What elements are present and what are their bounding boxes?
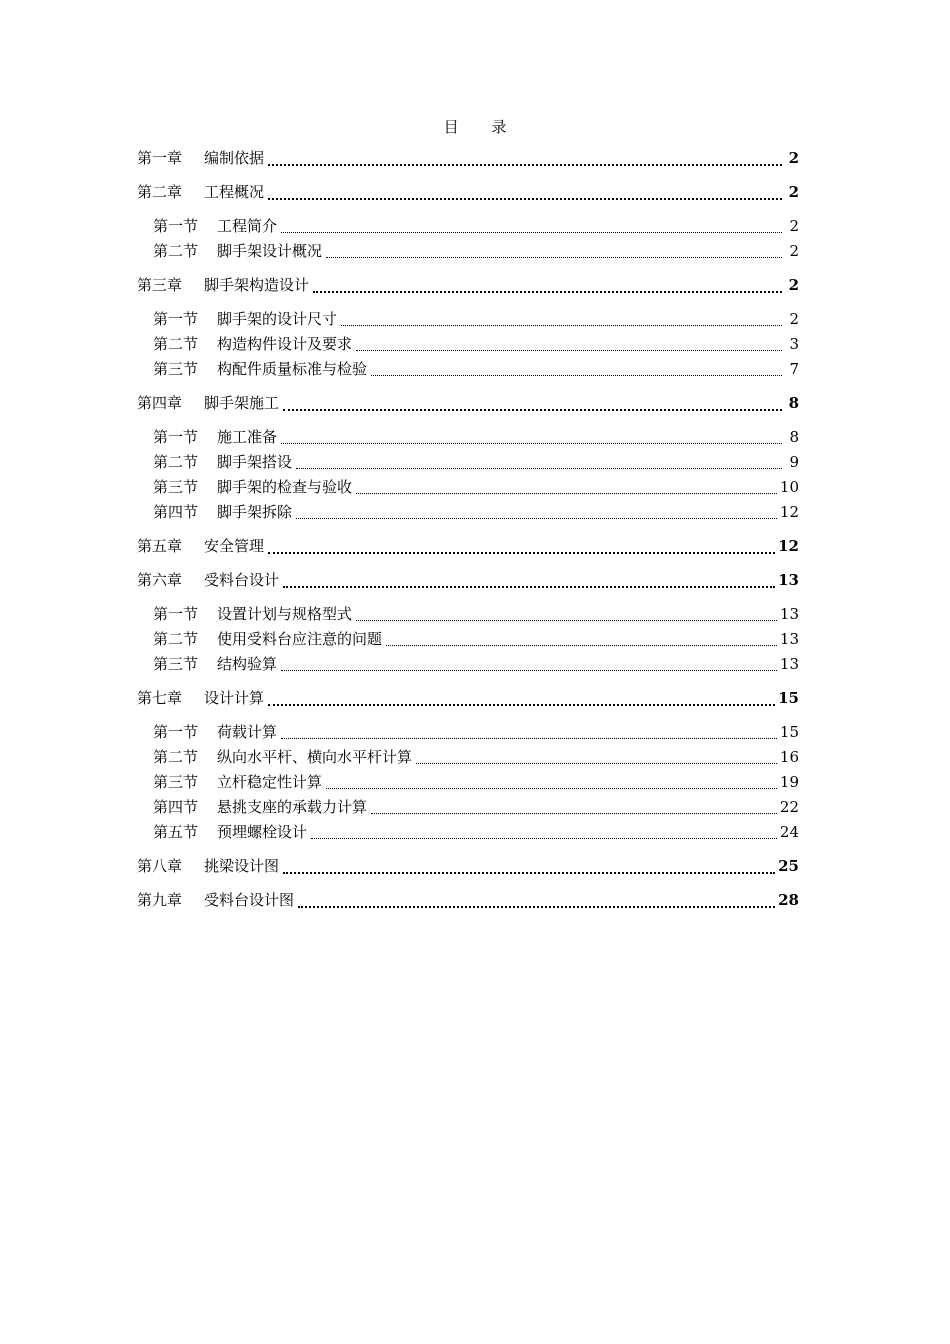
entry-title: 受料台设计图 xyxy=(204,891,295,909)
dot-leader xyxy=(281,443,782,444)
entry-number: 第二节 xyxy=(153,242,199,260)
toc-section-entry[interactable] xyxy=(137,450,799,475)
entry-number: 第五节 xyxy=(153,823,199,841)
entry-title: 工程简介 xyxy=(217,217,278,235)
entry-number: 第五章 xyxy=(137,537,183,555)
toc-section-entry[interactable] xyxy=(137,425,799,450)
toc-section-entry[interactable] xyxy=(137,745,799,770)
entry-title: 施工准备 xyxy=(217,428,278,446)
toc-section-entry[interactable] xyxy=(137,500,799,525)
entry-number: 第二节 xyxy=(153,630,199,648)
entry-page-number: 28 xyxy=(778,891,799,909)
entry-title: 脚手架拆除 xyxy=(217,503,293,521)
entry-number: 第一章 xyxy=(137,149,183,167)
entry-page-number: 15 xyxy=(778,689,799,707)
entry-page-number: 15 xyxy=(779,723,799,741)
entry-number: 第四章 xyxy=(137,394,183,412)
toc-section-entry[interactable] xyxy=(137,214,799,239)
entry-number: 第三节 xyxy=(153,773,199,791)
entry-title: 脚手架的设计尺寸 xyxy=(217,310,338,328)
entry-page-number: 10 xyxy=(779,478,799,496)
toc-chapter-entry[interactable] xyxy=(137,854,799,879)
toc-section-entry[interactable] xyxy=(137,720,799,745)
dot-leader xyxy=(356,620,777,621)
entry-page-number: 24 xyxy=(779,823,799,841)
entry-page-number: 9 xyxy=(789,453,799,471)
dot-leader xyxy=(268,198,782,200)
entry-title: 构造构件设计及要求 xyxy=(217,335,353,353)
entry-title: 构配件质量标准与检验 xyxy=(217,360,368,378)
dot-leader xyxy=(386,645,777,646)
entry-number: 第二节 xyxy=(153,453,199,471)
entry-title: 编制依据 xyxy=(204,149,265,167)
toc-chapter-entry[interactable] xyxy=(137,146,799,171)
dot-leader xyxy=(326,257,782,258)
entry-number: 第三节 xyxy=(153,360,199,378)
dot-leader xyxy=(281,670,777,671)
entry-title: 脚手架的检查与验收 xyxy=(217,478,353,496)
entry-number: 第三节 xyxy=(153,655,199,673)
toc-section-entry[interactable] xyxy=(137,357,799,382)
toc-section-entry[interactable] xyxy=(137,602,799,627)
entry-number: 第八章 xyxy=(137,857,183,875)
entry-number: 第二节 xyxy=(153,748,199,766)
entry-page-number: 19 xyxy=(779,773,799,791)
entry-title: 悬挑支座的承载力计算 xyxy=(217,798,368,816)
entry-number: 第一节 xyxy=(153,217,199,235)
entry-title: 结构验算 xyxy=(217,655,278,673)
toc-section-entry[interactable] xyxy=(137,307,799,332)
entry-page-number: 25 xyxy=(778,857,799,875)
entry-title: 设计计算 xyxy=(204,689,265,707)
entry-page-number: 8 xyxy=(789,428,799,446)
dot-leader xyxy=(341,325,782,326)
entry-title: 荷载计算 xyxy=(217,723,278,741)
dot-leader xyxy=(268,552,775,554)
toc-section-entry[interactable] xyxy=(137,820,799,845)
entry-number: 第九章 xyxy=(137,891,183,909)
entry-page-number: 2 xyxy=(789,217,799,235)
entry-page-number: 13 xyxy=(778,571,799,589)
entry-page-number: 16 xyxy=(779,748,799,766)
toc-chapter-entry[interactable] xyxy=(137,391,799,416)
entry-number: 第二节 xyxy=(153,335,199,353)
entry-page-number: 8 xyxy=(788,394,799,412)
dot-leader xyxy=(371,813,777,814)
dot-leader xyxy=(268,704,775,706)
toc-title: 目 录 xyxy=(443,118,521,136)
dot-leader xyxy=(283,872,775,874)
entry-number: 第一节 xyxy=(153,428,199,446)
entry-number: 第一节 xyxy=(153,723,199,741)
toc-chapter-entry[interactable] xyxy=(137,888,799,913)
entry-page-number: 13 xyxy=(779,655,799,673)
entry-title: 设置计划与规格型式 xyxy=(217,605,353,623)
entry-number: 第六章 xyxy=(137,571,183,589)
dot-leader xyxy=(281,232,782,233)
entry-page-number: 12 xyxy=(779,503,799,521)
entry-page-number: 22 xyxy=(779,798,799,816)
toc-chapter-entry[interactable] xyxy=(137,180,799,205)
entry-number: 第二章 xyxy=(137,183,183,201)
dot-leader xyxy=(268,164,782,166)
dot-leader xyxy=(313,291,782,293)
dot-leader xyxy=(283,409,782,411)
toc-section-entry[interactable] xyxy=(137,475,799,500)
entry-title: 受料台设计 xyxy=(204,571,280,589)
toc-chapter-entry[interactable] xyxy=(137,534,799,559)
entry-page-number: 3 xyxy=(789,335,799,353)
dot-leader xyxy=(283,586,775,588)
entry-page-number: 2 xyxy=(789,242,799,260)
dot-leader xyxy=(416,763,777,764)
toc-chapter-entry[interactable] xyxy=(137,568,799,593)
entry-number: 第四节 xyxy=(153,503,199,521)
entry-title: 挑梁设计图 xyxy=(204,857,280,875)
toc-section-entry[interactable] xyxy=(137,770,799,795)
entry-title: 纵向水平杆、横向水平杆计算 xyxy=(217,748,413,766)
dot-leader xyxy=(281,738,777,739)
entry-page-number: 2 xyxy=(788,276,799,294)
entry-title: 预埋螺栓设计 xyxy=(217,823,308,841)
entry-number: 第三章 xyxy=(137,276,183,294)
entry-title: 脚手架施工 xyxy=(204,394,280,412)
entry-page-number: 2 xyxy=(789,310,799,328)
entry-number: 第一节 xyxy=(153,310,199,328)
entry-page-number: 13 xyxy=(779,605,799,623)
entry-number: 第一节 xyxy=(153,605,199,623)
entry-number: 第三节 xyxy=(153,478,199,496)
entry-title: 脚手架构造设计 xyxy=(204,276,310,294)
entry-title: 使用受料台应注意的问题 xyxy=(217,630,383,648)
entry-number: 第七章 xyxy=(137,689,183,707)
toc-chapter-entry[interactable] xyxy=(137,686,799,711)
entry-page-number: 2 xyxy=(788,149,799,167)
dot-leader xyxy=(311,838,777,839)
toc-section-entry[interactable] xyxy=(137,795,799,820)
dot-leader xyxy=(296,468,782,469)
dot-leader xyxy=(371,375,782,376)
dot-leader xyxy=(296,518,777,519)
entry-page-number: 12 xyxy=(778,537,799,555)
entry-page-number: 7 xyxy=(789,360,799,378)
dot-leader xyxy=(356,493,777,494)
toc-section-entry[interactable] xyxy=(137,332,799,357)
entry-page-number: 13 xyxy=(779,630,799,648)
entry-title: 立杆稳定性计算 xyxy=(217,773,323,791)
toc-chapter-entry[interactable] xyxy=(137,273,799,298)
dot-leader xyxy=(356,350,782,351)
toc-section-entry[interactable] xyxy=(137,652,799,677)
entry-title: 脚手架搭设 xyxy=(217,453,293,471)
entry-title: 脚手架设计概况 xyxy=(217,242,323,260)
dot-leader xyxy=(298,906,775,908)
entry-title: 工程概况 xyxy=(204,183,265,201)
toc-section-entry[interactable] xyxy=(137,627,799,652)
table-of-contents xyxy=(137,146,799,913)
toc-section-entry[interactable] xyxy=(137,239,799,264)
dot-leader xyxy=(326,788,777,789)
entry-title: 安全管理 xyxy=(204,537,265,555)
entry-number: 第四节 xyxy=(153,798,199,816)
entry-page-number: 2 xyxy=(788,183,799,201)
